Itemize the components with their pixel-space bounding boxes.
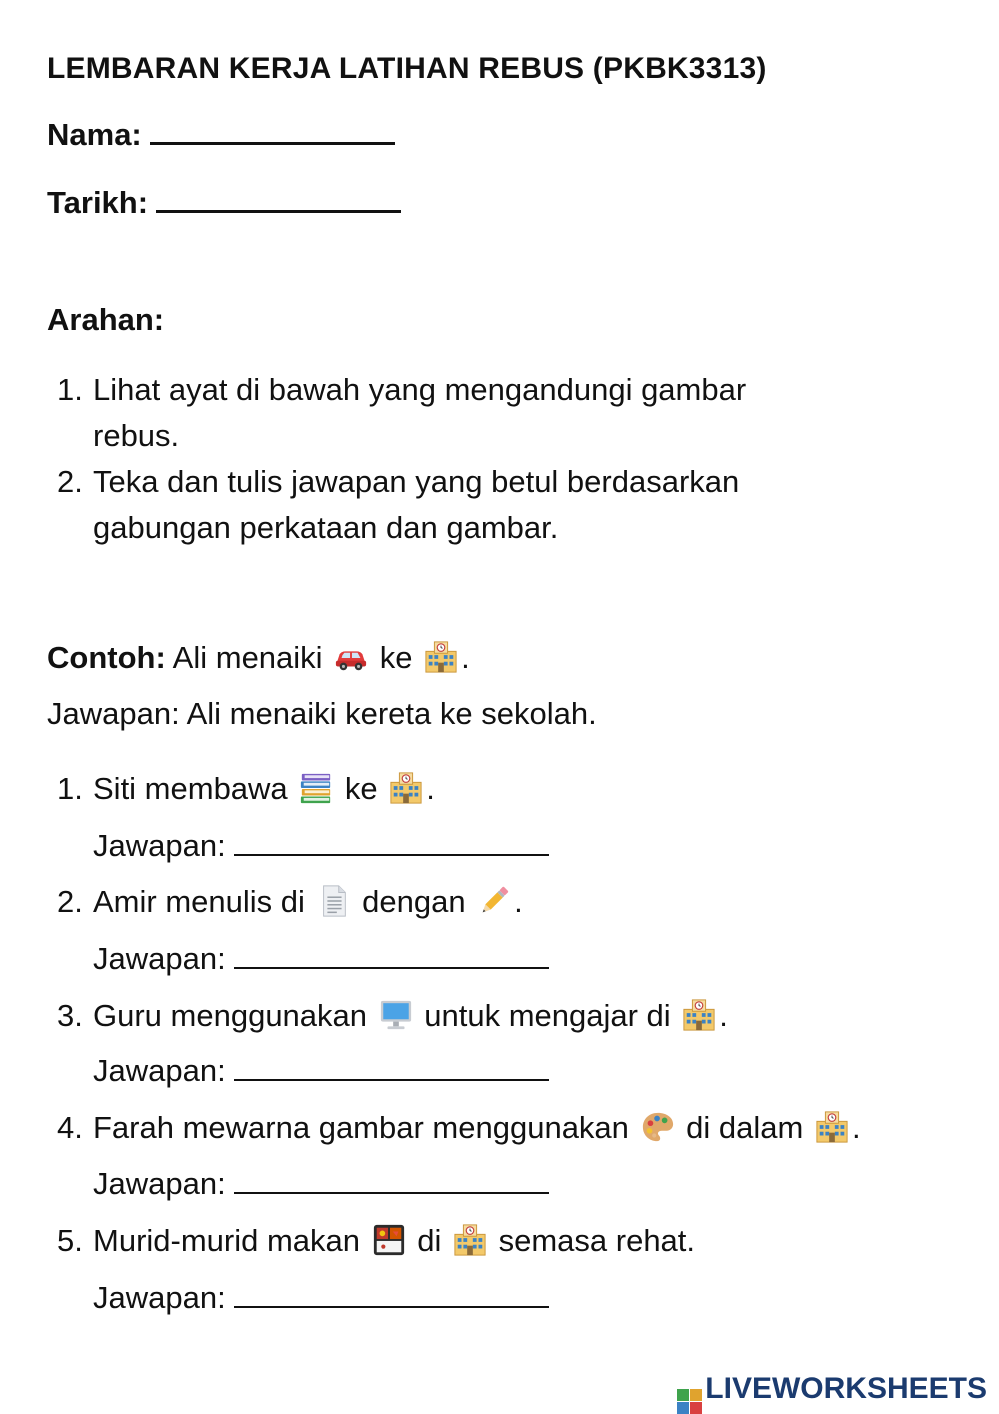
- question-text: di dalam: [677, 1110, 812, 1145]
- answer-label: Jawapan:: [93, 1280, 226, 1315]
- bento-icon: [372, 1223, 406, 1257]
- answer-row-2: [93, 941, 549, 977]
- question-text: .: [514, 884, 523, 919]
- answer-label: Jawapan:: [93, 941, 226, 976]
- question-text: Guru menggunakan: [93, 998, 376, 1033]
- logo-text: LIVEWORKSHEETS: [705, 1372, 987, 1405]
- question-text: Siti membawa: [93, 771, 297, 806]
- books-icon: [299, 771, 333, 805]
- school-icon: [453, 1223, 487, 1257]
- question-text: Farah mewarna gambar menggunakan: [93, 1110, 638, 1145]
- name-field: [47, 117, 395, 153]
- answer-blank-line[interactable]: [234, 834, 549, 856]
- instruction-item: [57, 459, 746, 551]
- paper-icon: [317, 884, 351, 918]
- car-icon: [334, 640, 368, 674]
- page-title: LEMBARAN KERJA LATIHAN REBUS (PKBK3313): [47, 52, 767, 85]
- date-blank-line[interactable]: [156, 188, 401, 213]
- question-2: [57, 884, 523, 920]
- question-text: ke: [336, 771, 387, 806]
- pencil-icon: [477, 884, 511, 918]
- instruction-text: gabungan perkataan dan gambar.: [93, 510, 559, 545]
- question-5: [57, 1223, 695, 1259]
- palette-icon: [641, 1110, 675, 1144]
- answer-blank-line[interactable]: [234, 1172, 549, 1194]
- answer-blank-line[interactable]: [234, 1059, 549, 1081]
- answer-row-3: [93, 1053, 549, 1089]
- school-icon: [682, 998, 716, 1032]
- instruction-number: 2.: [57, 464, 83, 499]
- answer-label: Jawapan:: [93, 1053, 226, 1088]
- question-text: .: [851, 1110, 861, 1145]
- date-field: [47, 185, 401, 221]
- question-number: 2.: [57, 884, 83, 919]
- instruction-text: Lihat ayat di bawah yang mengandungi gambar: [93, 372, 747, 407]
- instruction-text: rebus.: [93, 418, 180, 453]
- example-text: ke: [371, 640, 422, 675]
- answer-row-5: [93, 1280, 549, 1316]
- question-text: semasa rehat.: [489, 1223, 696, 1258]
- question-4: [57, 1110, 861, 1146]
- school-icon: [389, 771, 423, 805]
- example-sentence: [47, 640, 470, 676]
- answer-row-4: [93, 1166, 549, 1202]
- question-text: .: [426, 771, 435, 806]
- question-text: .: [719, 998, 728, 1033]
- liveworksheets-logo[interactable]: [677, 1372, 987, 1414]
- question-number: 1.: [57, 771, 83, 806]
- question-text: di: [408, 1223, 450, 1258]
- question-number: 4.: [57, 1110, 83, 1145]
- school-icon: [815, 1110, 849, 1144]
- school-icon: [424, 640, 458, 674]
- logo-mark-icon: [677, 1389, 702, 1414]
- question-text: dengan: [353, 884, 475, 919]
- answer-row-1: [93, 828, 549, 864]
- question-number: 5.: [57, 1223, 83, 1258]
- question-text: Amir menulis di: [93, 884, 314, 919]
- computer-icon: [379, 998, 413, 1032]
- date-label: Tarikh:: [47, 185, 149, 220]
- instruction-item: [57, 367, 746, 459]
- example-text: .: [461, 640, 470, 675]
- example-label: Contoh:: [47, 640, 166, 675]
- instructions-heading: Arahan:: [47, 302, 165, 337]
- instruction-text: Teka dan tulis jawapan yang betul berdasarkan: [93, 464, 740, 499]
- question-3: [57, 998, 728, 1034]
- answer-label: Jawapan:: [93, 828, 226, 863]
- question-number: 3.: [57, 998, 83, 1033]
- example-answer: Jawapan: Ali menaiki kereta ke sekolah.: [47, 696, 597, 731]
- question-text: untuk mengajar di: [415, 998, 680, 1033]
- name-blank-line[interactable]: [150, 120, 395, 145]
- name-label: Nama:: [47, 117, 142, 152]
- answer-blank-line[interactable]: [234, 1286, 549, 1308]
- answer-blank-line[interactable]: [234, 947, 549, 969]
- instruction-number: 1.: [57, 372, 83, 407]
- answer-label: Jawapan:: [93, 1166, 226, 1201]
- question-1: [57, 771, 435, 807]
- example-text: Ali menaiki: [165, 640, 332, 675]
- question-text: Murid-murid makan: [93, 1223, 369, 1258]
- instructions-list: [57, 367, 746, 551]
